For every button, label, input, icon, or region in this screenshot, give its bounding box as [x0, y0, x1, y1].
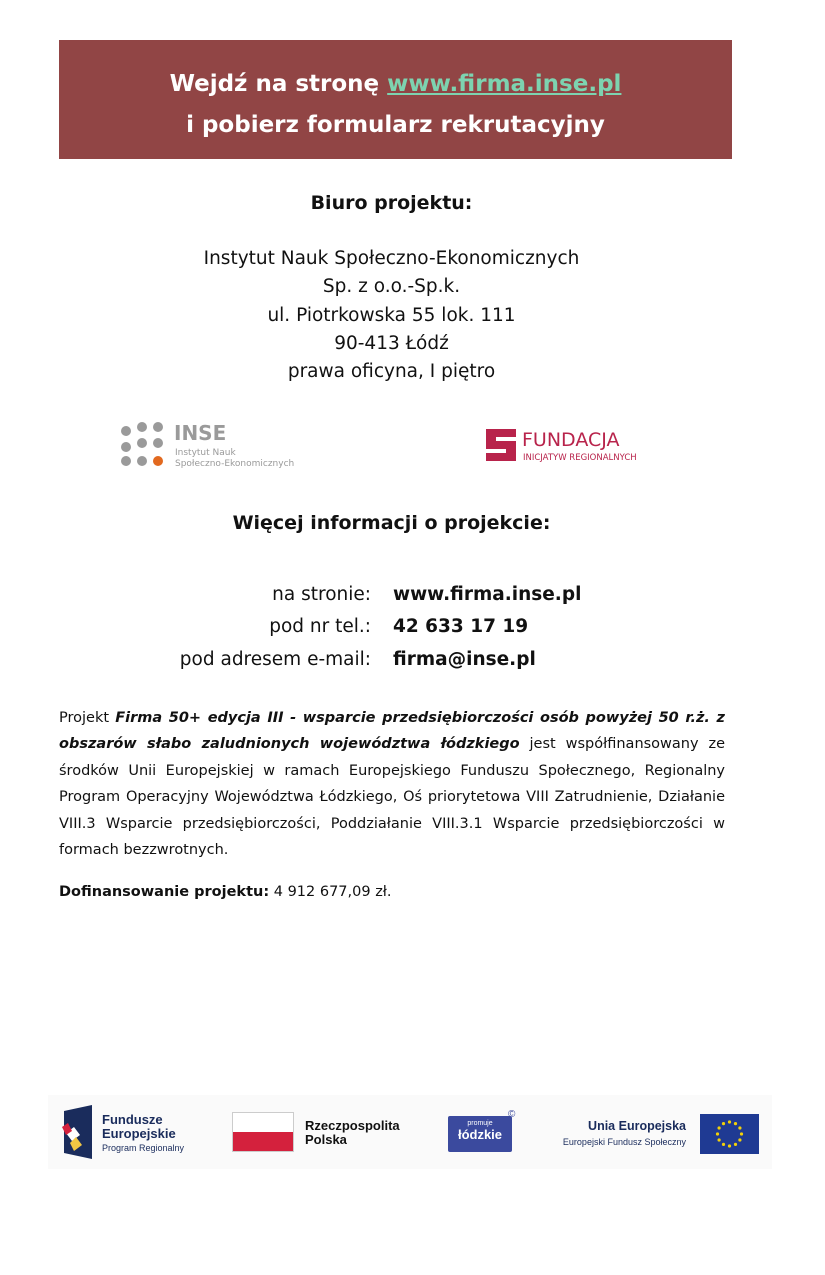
project-title: Firma 50+ edycja III - wsparcie przedsiębiorczości osób powyżej 50 r.ż. z obszarów słabo zaludnionych województwa łódzkiego: [59, 710, 725, 753]
phone-number[interactable]: 42 633 17 19: [393, 616, 529, 638]
contact-row-email: [0, 643, 783, 676]
inse-logo-sub1: Instytut Nauk: [175, 448, 236, 458]
contact-label: pod adresem e-mail:: [179, 648, 371, 670]
funding-label: Dofinansowanie projektu:: [59, 884, 270, 900]
address-line: Sp. z o.o.-Sp.k.: [322, 276, 461, 298]
rp-line1: Rzeczpospolita: [305, 1118, 400, 1133]
banner-line-2: i pobierz formularz rekrutacyjny: [186, 112, 605, 138]
eu-flag-icon: [700, 1114, 759, 1154]
banner-prefix: Wejdź na stronę: [169, 71, 388, 97]
address-line: Instytut Nauk Społeczno-Ekonomicznych: [203, 248, 580, 269]
address-line: 90-413 Łódź: [334, 332, 449, 354]
contact-row-phone: [0, 611, 783, 644]
funding-amount: 4 912 677,09 zł.: [269, 884, 392, 900]
banner-website-link[interactable]: www.firma.inse.pl: [387, 71, 622, 97]
fundacja-logo-sub: INICJATYW REGIONALNYCH: [523, 453, 637, 463]
lodz-big-text: łódzkie: [457, 1127, 503, 1142]
contact-row-website: [0, 578, 783, 611]
efs-subtitle: Europejski Fundusz Społeczny: [562, 1137, 686, 1147]
footer-logos: [48, 1095, 772, 1169]
fundusze-europejskie-text: [102, 1113, 176, 1141]
funding-line: [59, 884, 725, 900]
rp-line2: Polska: [305, 1132, 347, 1147]
more-info-heading: Więcej informacji o projekcie:: [232, 512, 551, 534]
header-banner: [59, 40, 732, 159]
lodz-small-text: promuje: [467, 1120, 493, 1127]
address-line: prawa oficyna, I piętro: [287, 361, 496, 383]
copyright-mark: ©: [508, 1109, 516, 1120]
project-prefix: Projekt: [59, 710, 116, 726]
rzeczpospolita-text: [305, 1119, 400, 1147]
fundacja-logo-title: FUNDACJA: [522, 429, 620, 451]
banner-line-1: [59, 64, 732, 105]
email-link[interactable]: firma@inse.pl: [393, 648, 536, 670]
office-heading: Biuro projektu:: [310, 192, 473, 214]
inse-logo-title: INSE: [174, 421, 227, 445]
fundacja-logo: [484, 425, 669, 465]
fe-subtitle: Program Regionalny: [102, 1143, 185, 1153]
contact-list: [0, 578, 783, 676]
website-link[interactable]: www.firma.inse.pl: [393, 583, 582, 605]
fe-line2: Europejskie: [102, 1126, 176, 1141]
address-line: ul. Piotrkowska 55 lok. 111: [267, 304, 516, 326]
contact-label: pod nr tel.:: [269, 616, 371, 638]
project-suffix: jest współfinansowany ze środków Unii Europejskiej w ramach Europejskiego Funduszu Społecznego, Regionalny Program Operacyjny Województwa Łódzkiego, Oś priorytetowa VIII Zatrudnienie, Działanie VIII.3 Wsparcie przedsiębiorczości, Poddziałanie VIII.3.1 Wsparcie przedsiębiorczości w formach bezzwrotnych.: [59, 736, 726, 859]
fe-line1: Fundusze: [102, 1112, 163, 1127]
office-address: [0, 245, 783, 386]
inse-logo-sub2: Społeczno-Ekonomicznych: [175, 459, 295, 469]
inse-logo: [118, 418, 328, 474]
project-description: [59, 705, 725, 863]
contact-label: na stronie:: [272, 583, 371, 605]
unia-europejska-text: Unia Europejska: [588, 1119, 686, 1133]
fundusze-europejskie-icon: [60, 1105, 96, 1159]
promuje-lodzkie-logo: [448, 1116, 512, 1152]
polish-flag-icon: [232, 1112, 294, 1152]
